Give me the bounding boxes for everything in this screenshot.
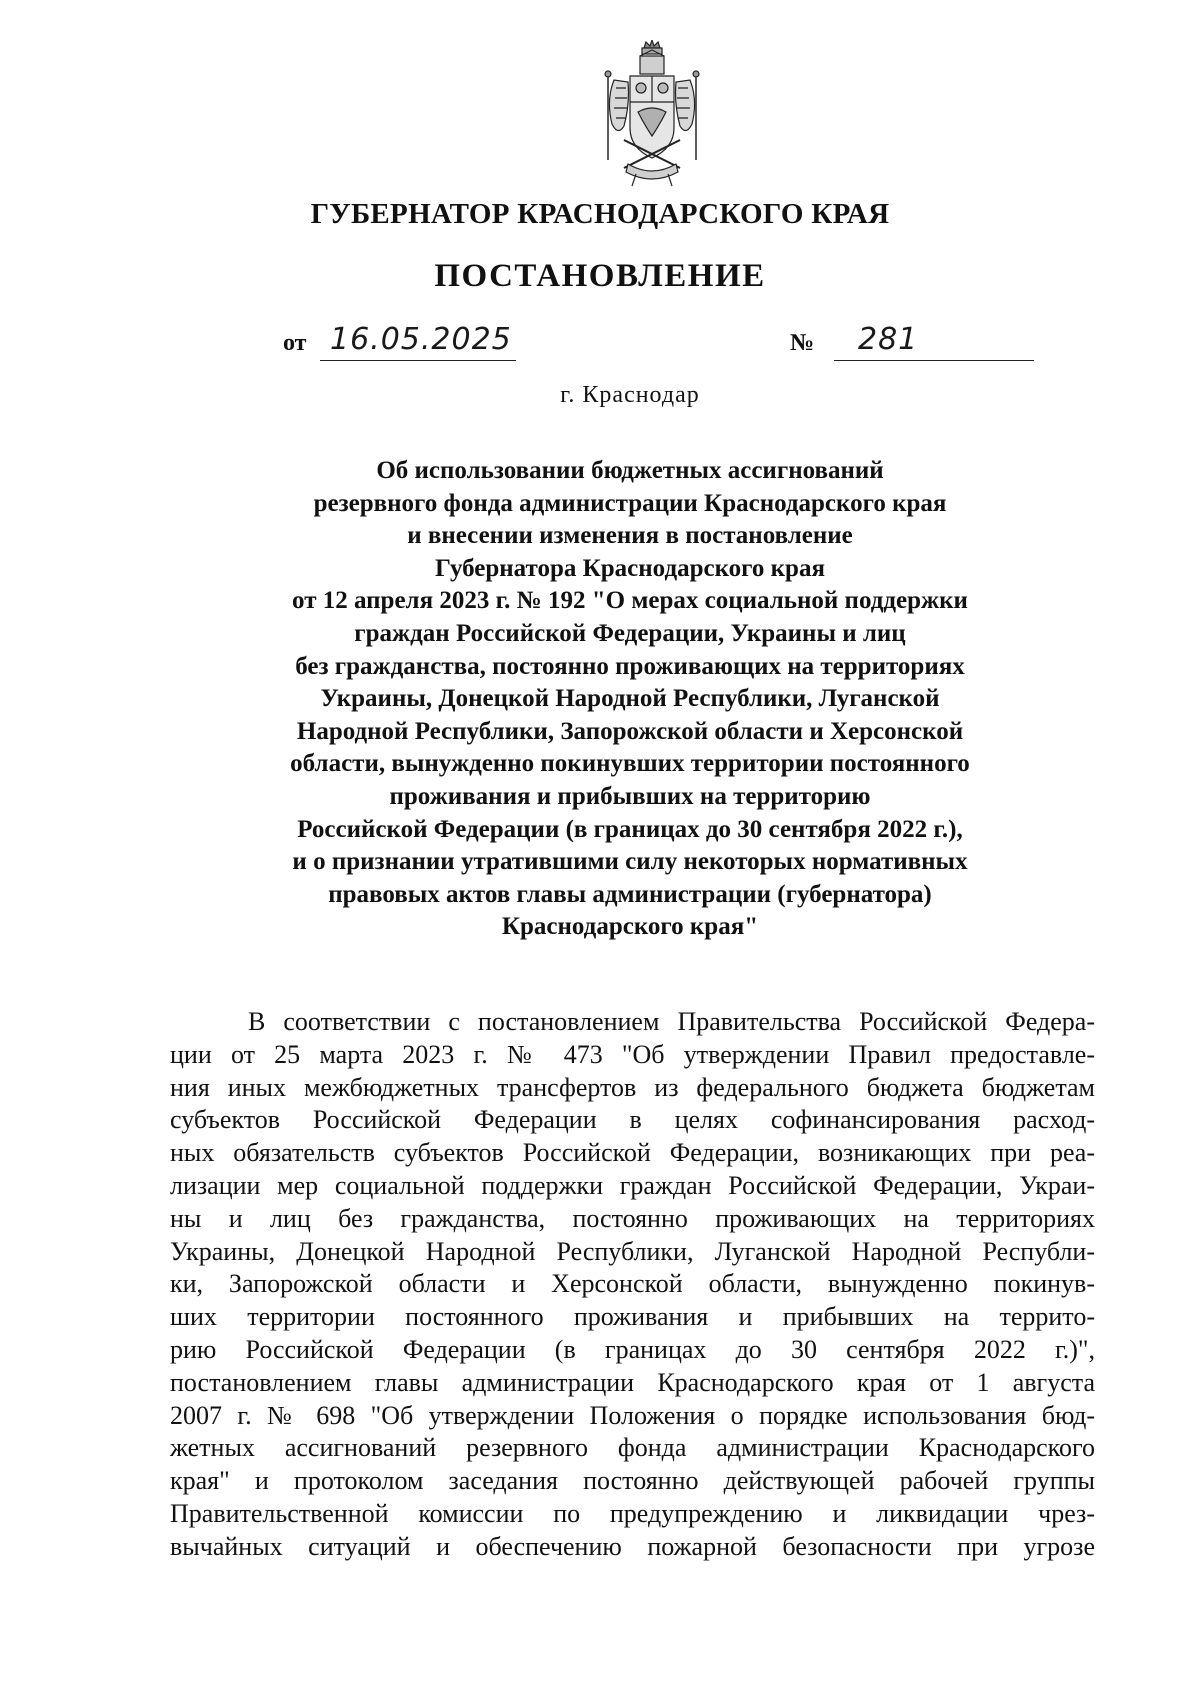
body-line: Украины, Донецкой Народной Республики, Луганской Народной Республи-: [170, 1236, 1095, 1266]
title-line: области, вынужденно покинувших территории постоянного: [290, 750, 970, 778]
body-line: ции от 25 марта 2023 г. № 473 "Об утверждении Правил предоставле-: [170, 1039, 1095, 1069]
title-line: проживания и прибывших на территорию: [389, 782, 871, 810]
title-line: Губернатора Краснодарского края: [434, 554, 825, 582]
body-line: В соответствии с постановлением Правительства Российской Федера-: [248, 1007, 1095, 1036]
body-line: Правительственной комиссии по предупреждению и ликвидации чрез-: [170, 1498, 1095, 1528]
title-line: и о признании утратившими силу некоторых нормативных: [292, 848, 968, 876]
body-line: ших территории постоянного проживания и прибывших на террито-: [170, 1302, 1095, 1332]
date-label: от: [283, 330, 307, 356]
title-line: Народной Республики, Запорожской области и Херсонской: [296, 717, 964, 745]
body-line: ных обязательств субъектов Российской Федерации, возникающих при реа-: [170, 1138, 1095, 1168]
document-title: [150, 455, 1110, 944]
title-line: резервного фонда администрации Краснодарского края: [313, 489, 947, 517]
number-value: 281: [858, 322, 919, 357]
body-line: субъектов Российской Федерации в целях софинансирования расход-: [170, 1105, 1095, 1135]
title-line: граждан Российской Федерации, Украины и лиц: [354, 619, 906, 647]
coat-of-arms-icon: [594, 40, 710, 190]
title-line: Украины, Донецкой Народной Республики, Луганской: [320, 685, 940, 713]
body-line: края" и протоколом заседания постоянно действующей рабочей группы: [170, 1466, 1095, 1496]
body-paragraph: [170, 1006, 1095, 1564]
body-line: ки, Запорожской области и Херсонской области, вынужденно покинув-: [170, 1269, 1095, 1299]
title-line: Об использовании бюджетных ассигнований: [376, 457, 884, 484]
title-line: правовых актов главы администрации (губернатора): [328, 880, 932, 908]
title-line: Российской Федерации (в границах до 30 сентября 2022 г.),: [297, 815, 963, 843]
number-underline: [834, 360, 1034, 361]
title-line: и внесении изменения в постановление: [407, 522, 853, 550]
body-line: жетных ассигнований резервного фонда администрации Краснодарского: [170, 1433, 1095, 1463]
body-line: 2007 г. № 698 "Об утверждении Положения о порядке использования бюд-: [170, 1400, 1095, 1430]
number-label: №: [790, 330, 815, 356]
date-value: 16.05.2025: [330, 322, 512, 357]
document-type: ПОСТАНОВЛЕНИЕ: [434, 258, 766, 294]
body-line: ния иных межбюджетных трансфертов из федерального бюджета бюджетам: [170, 1072, 1095, 1102]
title-line: от 12 апреля 2023 г. № 192 "О мерах социальной поддержки: [292, 587, 968, 615]
date-underline: [320, 360, 516, 361]
issuer-heading: ГУБЕРНАТОР КРАСНОДАРСКОГО КРАЯ: [310, 198, 890, 230]
body-line: ны и лиц без гражданства, постоянно проживающих на территориях: [170, 1203, 1095, 1233]
title-line: Краснодарского края": [501, 913, 759, 941]
city: г. Краснодар: [560, 382, 700, 408]
body-line: вычайных ситуаций и обеспечению пожарной безопасности при угрозе: [170, 1531, 1095, 1561]
title-line: без гражданства, постоянно проживающих на территориях: [295, 652, 965, 680]
body-line: постановлением главы администрации Краснодарского края от 1 августа: [170, 1367, 1095, 1397]
body-line: лизации мер социальной поддержки граждан Российской Федерации, Украи-: [170, 1170, 1095, 1200]
body-line: рию Российской Федерации (в границах до 30 сентября 2022 г.)",: [170, 1334, 1095, 1364]
